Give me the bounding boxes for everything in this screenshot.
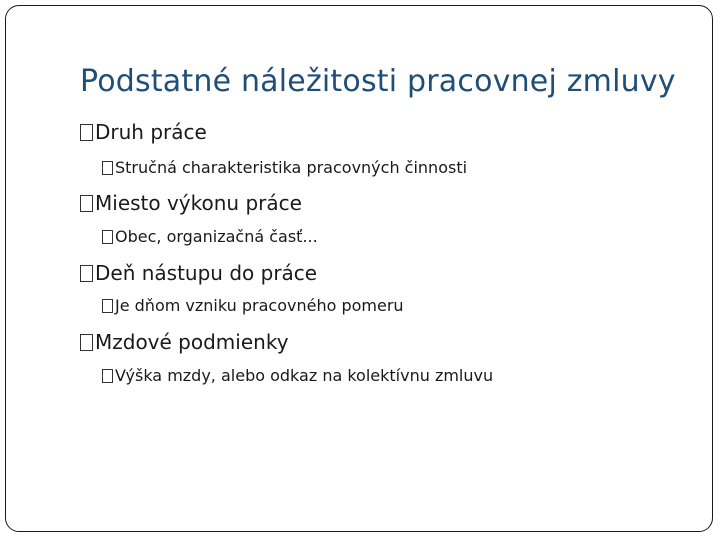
bullet-box-icon: [80, 334, 93, 351]
bullet-box-icon: [102, 299, 113, 313]
bullet-box-icon: [102, 230, 113, 244]
sub-bullet-item-2: [102, 227, 318, 246]
bullet-box-icon: [102, 161, 113, 175]
bullet-text: Miesto výkonu práce: [95, 191, 302, 215]
bullet-text: Mzdové podmienky: [95, 330, 289, 354]
sub-bullet-text: Obec, organizačná časť...: [115, 227, 318, 246]
slide-title: Podstatné náležitosti pracovnej zmluvy: [80, 64, 676, 99]
bullet-item-3: [80, 261, 317, 285]
sub-bullet-item-4: [102, 366, 493, 385]
bullet-item-4: [80, 330, 289, 354]
bullet-item-2: [80, 191, 302, 215]
sub-bullet-text: Je dňom vzniku pracovného pomeru: [115, 296, 404, 315]
bullet-box-icon: [102, 369, 113, 383]
bullet-box-icon: [80, 124, 93, 141]
bullet-box-icon: [80, 265, 93, 282]
sub-bullet-item-3: [102, 296, 404, 315]
bullet-text: Deň nástupu do práce: [95, 261, 318, 285]
bullet-box-icon: [80, 195, 93, 212]
sub-bullet-item-1: [102, 158, 467, 177]
sub-bullet-text: Stručná charakteristika pracovných činnosti: [115, 158, 468, 177]
bullet-text: Druh práce: [95, 120, 207, 144]
sub-bullet-text: Výška mzdy, alebo odkaz na kolektívnu zmluvu: [115, 366, 494, 385]
bullet-item-1: [80, 120, 207, 144]
